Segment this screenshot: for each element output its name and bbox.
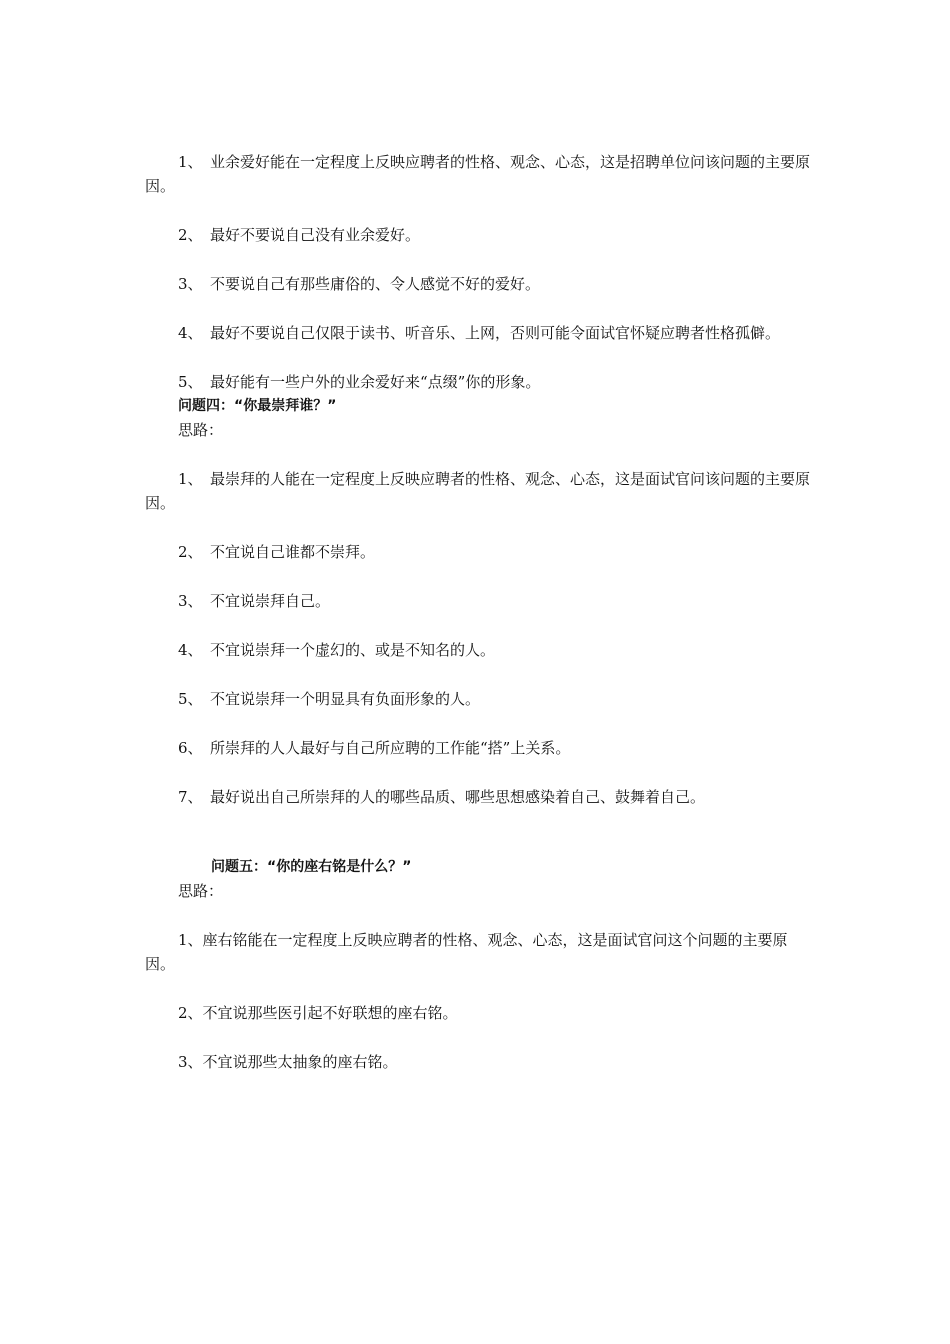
item-text: 不宜说崇拜一个明显具有负面形象的人。	[210, 690, 481, 708]
item-text: 不宜说那些太抽象的座右铭。	[202, 1053, 398, 1071]
item-number: 5、	[178, 373, 203, 391]
item-number: 2、	[178, 226, 203, 244]
section-heading-q4: 问题四：“你最崇拜谁？”	[178, 398, 337, 414]
item-text: 最好不要说自己没有业余爱好。	[210, 226, 421, 244]
list-item	[145, 223, 810, 247]
item-number: 7、	[178, 788, 203, 806]
list-item	[145, 638, 810, 662]
item-text: 座右铭能在一定程度上反映应聘者的性格、观念、心态，这是面试官问这个问题的主要原因。	[145, 931, 788, 973]
list-item	[145, 785, 810, 809]
list-item	[145, 370, 810, 394]
list-item	[145, 150, 810, 198]
item-number: 3、	[178, 275, 203, 293]
item-number: 1、	[178, 470, 203, 488]
item-number: 6、	[178, 739, 203, 757]
item-text: 最崇拜的人能在一定程度上反映应聘者的性格、观念、心态，这是面试官问该问题的主要原因。	[145, 470, 811, 512]
item-number: 1、	[178, 931, 203, 949]
item-text: 最好不要说自己仅限于读书、听音乐、上网，否则可能令面试官怀疑应聘者性格孤僻。	[210, 324, 781, 342]
item-text: 不宜说那些医引起不好联想的座右铭。	[202, 1004, 458, 1022]
item-text: 不宜说崇拜一个虚幻的、或是不知名的人。	[210, 641, 496, 659]
item-number: 3、	[178, 592, 203, 610]
list-item	[145, 589, 810, 613]
item-number: 5、	[178, 690, 203, 708]
approach-label-q4: 思路：	[178, 421, 224, 439]
section-heading-q5: 问题五：“你的座右铭是什么？”	[211, 859, 412, 875]
list-item	[145, 687, 810, 711]
item-text: 业余爱好能在一定程度上反映应聘者的性格、观念、心态，这是招聘单位问该问题的主要原因。	[145, 153, 811, 195]
approach-label-q5: 思路：	[178, 882, 224, 900]
item-text: 不要说自己有那些庸俗的、令人感觉不好的爱好。	[210, 275, 541, 293]
list-item	[145, 540, 810, 564]
list-item	[145, 1050, 810, 1074]
document-body	[145, 150, 810, 1074]
list-item	[145, 467, 810, 515]
item-text: 不宜说崇拜自己。	[210, 592, 331, 610]
item-text: 最好说出自己所崇拜的人的哪些品质、哪些思想感染着自己、鼓舞着自己。	[210, 788, 706, 806]
list-item	[145, 928, 810, 976]
item-number: 1、	[178, 153, 203, 171]
item-number: 3、	[178, 1053, 203, 1071]
item-number: 4、	[178, 324, 203, 342]
list-item	[145, 321, 810, 345]
item-number: 4、	[178, 641, 203, 659]
item-number: 2、	[178, 543, 203, 561]
list-item	[145, 1001, 810, 1025]
list-item	[145, 736, 810, 760]
list-item	[145, 272, 810, 296]
item-text: 所崇拜的人人最好与自己所应聘的工作能“搭”上关系。	[210, 739, 571, 757]
item-text: 最好能有一些户外的业余爱好来“点缀”你的形象。	[210, 373, 541, 391]
item-number: 2、	[178, 1004, 203, 1022]
item-text: 不宜说自己谁都不崇拜。	[210, 543, 376, 561]
